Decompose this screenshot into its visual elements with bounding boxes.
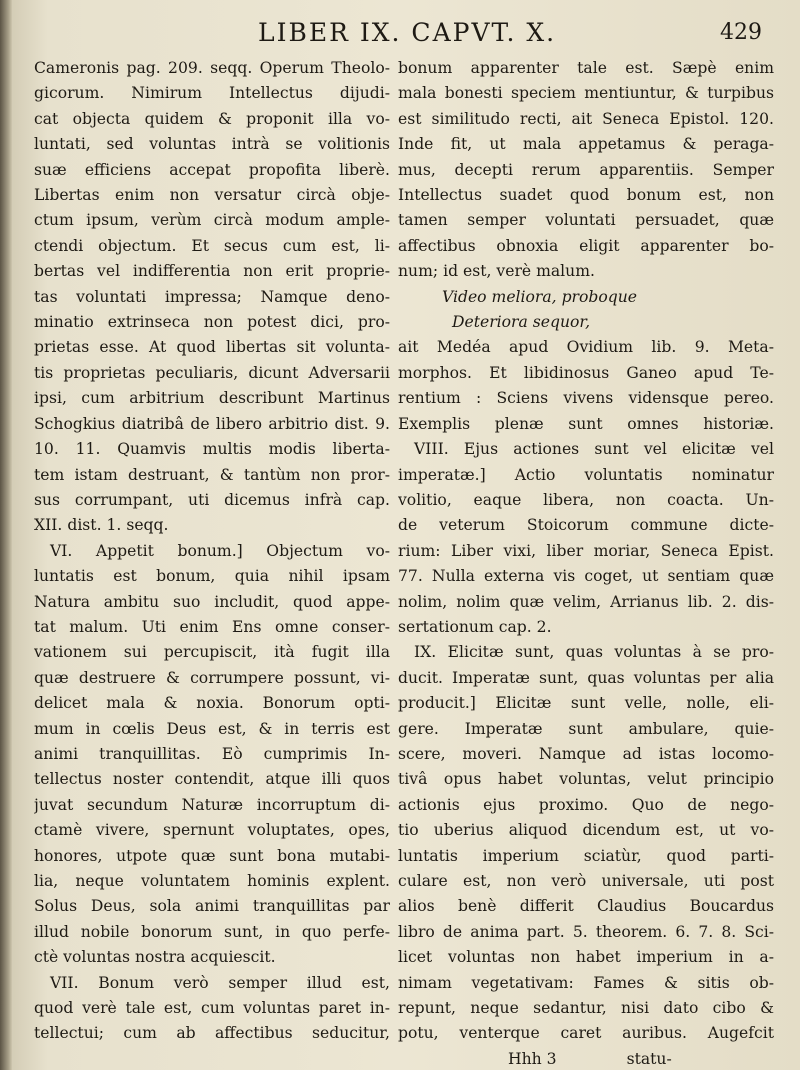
text-line: Video meliora, proboque bbox=[442, 287, 638, 306]
text-line: nolim, nolim quæ velim, Arrianus lib. 2. dis- bbox=[398, 592, 774, 611]
text-line: volitio, eaque libera, non coacta. Un- bbox=[398, 490, 774, 509]
text-line: bonum apparenter tale est. Sæpè enim bbox=[398, 59, 774, 77]
text-line: mum in cœlis Deus est, & in terris est bbox=[34, 719, 390, 738]
text-line: cat objecta quidem & proponit illa vo- bbox=[34, 109, 390, 128]
text-line: ctum ipsum, verùm circà modum ample- bbox=[34, 211, 390, 230]
text-line: rentium : Sciens vivens vidensque pereo. bbox=[398, 389, 774, 408]
text-line: tellectui; cum ab affectibus seducitur, bbox=[34, 1024, 390, 1043]
text-line: Schogkius diatribâ de libero arbitrio dist. 9. bbox=[34, 414, 390, 433]
text-line: mala bonesti speciem mentiuntur, & turpibus bbox=[398, 84, 774, 103]
text-line: tem istam destruant, & tantùm non pror- bbox=[34, 465, 390, 484]
text-line: VI. Appetit bonum.] Objectum vo- bbox=[50, 541, 390, 560]
text-line: prietas esse. At quod libertas sit volunta- bbox=[34, 338, 390, 357]
text-line: ctè voluntas nostra acquiescit. bbox=[34, 948, 276, 967]
text-line: affectibus obnoxia eligit apparenter bo- bbox=[398, 236, 774, 255]
text-line: gere. Imperatæ sunt ambulare, quie- bbox=[398, 719, 774, 738]
text-line: ducit. Imperatæ sunt, quas voluntas per alia bbox=[398, 668, 774, 687]
text-line: libro de anima part. 5. theorem. 6. 7. 8. Sci- bbox=[398, 922, 774, 941]
right-column bbox=[398, 56, 774, 1070]
text-line: de veterum Stoicorum commune dicte- bbox=[398, 516, 774, 535]
text-line: VIII. Ejus actiones sunt vel elicitæ vel bbox=[414, 440, 774, 459]
text-line: luntati, sed voluntas intrà se volitionis bbox=[34, 135, 390, 154]
text-line: IX. Elicitæ sunt, quas voluntas à se pro- bbox=[414, 643, 774, 662]
text-line: quod verè tale est, cum voluntas paret in- bbox=[34, 999, 390, 1018]
catchword: statu- bbox=[626, 1049, 672, 1068]
text-line: tivâ opus habet voluntas, velut principio bbox=[398, 770, 774, 789]
text-line: mus, decepti rerum apparentiis. Semper bbox=[398, 160, 774, 179]
text-line: ait Medéa apud Ovidium lib. 9. Meta- bbox=[398, 338, 774, 357]
text-line: 10. 11. Quamvis multis modis liberta- bbox=[34, 440, 390, 459]
text-line: tio uberius aliquod dicendum est, ut vo- bbox=[398, 821, 774, 840]
text-line: num; id est, verè malum. bbox=[398, 262, 595, 281]
text-line: suæ efficiens accepat propofita liberè. bbox=[34, 160, 390, 179]
text-line: luntatis est bonum, quia nihil ipsam bbox=[34, 567, 390, 586]
text-line: Cameronis pag. 209. seqq. Operum Theolo- bbox=[34, 59, 390, 77]
text-line: XII. dist. 1. seqq. bbox=[34, 516, 169, 535]
text-line: sus corrumpant, uti dicemus infrà cap. bbox=[34, 490, 390, 509]
text-line: imperatæ.] Actio voluntatis nominatur bbox=[398, 465, 774, 484]
signature-mark: Hhh 3 bbox=[508, 1049, 557, 1068]
text-line: sertationum cap. 2. bbox=[398, 617, 552, 636]
text-line: animi tranquillitas. Eò cumprimis In- bbox=[34, 744, 390, 763]
text-line: nimam vegetativam: Fames & sitis ob- bbox=[398, 973, 774, 992]
text-line: tas voluntati impressa; Namque deno- bbox=[34, 287, 390, 306]
text-line: ctamè vivere, spernunt voluptates, opes, bbox=[34, 821, 390, 840]
text-line: vationem sui percupiscit, ità fugit illa bbox=[34, 643, 390, 662]
text-line: producit.] Elicitæ sunt velle, nolle, eli- bbox=[398, 694, 774, 713]
text-line: VII. Bonum verò semper illud est, bbox=[50, 973, 390, 992]
text-line: quæ destruere & corrumpere possunt, vi- bbox=[34, 668, 390, 687]
text-line: Exemplis plenæ sunt omnes historiæ. bbox=[398, 414, 774, 433]
footer-line bbox=[398, 1047, 774, 1070]
text-line: tat malum. Uti enim Ens omne conser- bbox=[34, 617, 390, 636]
text-line: bertas vel indifferentia non erit proprie- bbox=[34, 262, 390, 281]
text-line: licet voluntas non habet imperium in a- bbox=[398, 948, 774, 967]
binding-gutter bbox=[0, 0, 12, 1070]
text-line: illud nobile bonorum sunt, in quo perfe- bbox=[34, 922, 390, 941]
text-line: Libertas enim non versatur circà obje- bbox=[34, 186, 390, 205]
page-header bbox=[0, 18, 800, 52]
text-line: Inde fit, ut mala appetamus & peraga- bbox=[398, 135, 774, 154]
text-line: ctendi objectum. Et secus cum est, li- bbox=[34, 236, 390, 255]
text-line: tamen semper voluntati persuadet, quæ bbox=[398, 211, 774, 230]
text-line: morphos. Et libidinosus Ganeo apud Te- bbox=[398, 363, 774, 382]
text-line: potu, venterque caret auribus. Augefcit bbox=[398, 1024, 774, 1043]
text-line: tellectus noster contendit, atque illi quos bbox=[34, 770, 390, 789]
text-line: culare est, non verò universale, uti post bbox=[398, 872, 774, 890]
page-number: 429 bbox=[720, 20, 762, 45]
text-line: ipsi, cum arbitrium describunt Martinus bbox=[34, 389, 390, 408]
text-line: luntatis imperium sciatùr, quod parti- bbox=[398, 846, 774, 865]
text-line: delicet mala & noxia. Bonorum opti- bbox=[34, 694, 390, 713]
text-line: Natura ambitu suo includit, quod appe- bbox=[34, 592, 390, 611]
text-line: est similitudo recti, ait Seneca Epistol. 120. bbox=[398, 109, 774, 128]
text-line: alios benè differit Claudius Boucardus bbox=[398, 897, 774, 916]
text-line: scere, moveri. Namque ad istas locomo- bbox=[398, 744, 774, 763]
text-line: Solus Deus, sola animi tranquillitas par bbox=[34, 897, 390, 916]
text-line: 77. Nulla externa vis coget, ut sentiam quæ bbox=[398, 567, 774, 586]
text-line: Intellectus suadet quod bonum est, non bbox=[398, 186, 774, 205]
text-line: gicorum. Nimirum Intellectus dijudi- bbox=[34, 84, 390, 103]
running-head: LIBER IX. CAPVT. X. bbox=[258, 18, 557, 47]
text-line: juvat secundum Naturæ incorruptum di- bbox=[34, 795, 390, 814]
text-line: repunt, neque sedantur, nisi dato cibo & bbox=[398, 999, 774, 1018]
text-line: Deteriora sequor, bbox=[452, 313, 591, 332]
text-line: actionis ejus proximo. Quo de nego- bbox=[398, 795, 774, 814]
text-line: lia, neque voluntatem hominis explent. bbox=[34, 872, 390, 890]
text-line: honores, utpote quæ sunt bona mutabi- bbox=[34, 846, 390, 865]
left-column bbox=[34, 56, 390, 1047]
text-line: rium: Liber vixi, liber moriar, Seneca Epist. bbox=[398, 541, 774, 560]
text-line: tis proprietas peculiaris, dicunt Adversarii bbox=[34, 363, 390, 382]
text-line: minatio extrinseca non potest dici, pro- bbox=[34, 313, 390, 332]
